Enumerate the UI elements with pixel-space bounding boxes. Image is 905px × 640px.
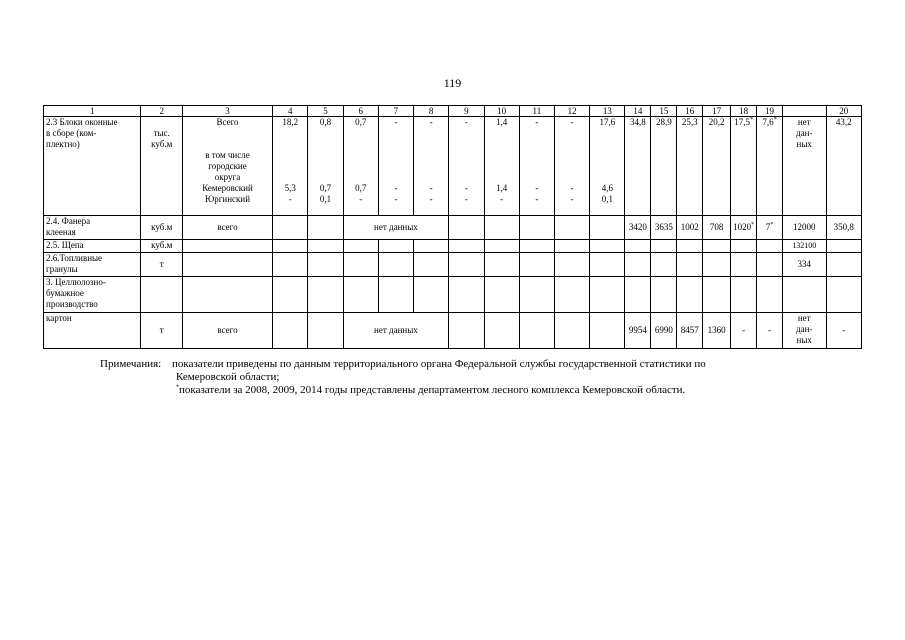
value-cell: - - - xyxy=(414,117,449,216)
header-cell: 13 xyxy=(590,106,625,117)
empty-cell xyxy=(308,277,343,313)
empty-cell xyxy=(343,277,378,313)
empty-cell xyxy=(182,253,272,277)
empty-cell xyxy=(554,240,589,253)
indicator-cell: всего xyxy=(182,313,272,349)
empty-cell xyxy=(273,313,308,349)
row-name-cell: 2.6.Топливные гранулы xyxy=(44,253,141,277)
header-cell: 3 xyxy=(182,106,272,117)
value-cell: 9954 xyxy=(625,313,651,349)
value-cell: 28,9 xyxy=(651,117,677,216)
empty-cell xyxy=(757,253,783,277)
value-cell: 7* xyxy=(757,216,783,240)
empty-cell xyxy=(378,277,413,313)
empty-cell xyxy=(519,240,554,253)
table-row-cardboard xyxy=(44,313,862,349)
notes-line: показатели приведены по данным территориального органа Федеральной службы государственной статистики по xyxy=(172,358,706,370)
table-row-plywood xyxy=(44,216,862,240)
value-cell: 0,8 0,7 0,1 xyxy=(308,117,343,216)
empty-cell xyxy=(625,277,651,313)
empty-cell xyxy=(703,240,731,253)
value-cell: 17,5* xyxy=(731,117,757,216)
empty-cell xyxy=(677,253,703,277)
empty-cell xyxy=(826,277,862,313)
value-cell: 17,6 4,6 0,1 xyxy=(590,117,625,216)
value-cell: 1360 xyxy=(703,313,731,349)
empty-cell xyxy=(731,253,757,277)
header-cell: 17 xyxy=(703,106,731,117)
table-row-pulp xyxy=(44,277,862,313)
header-cell: 8 xyxy=(414,106,449,117)
row-name-cell: 3. Целлюлозно- бумажное производство xyxy=(44,277,141,313)
empty-cell xyxy=(449,277,484,313)
notes-line: Кемеровской области; xyxy=(176,371,280,383)
unit-cell: т xyxy=(141,253,182,277)
value-cell: - - - xyxy=(378,117,413,216)
empty-cell xyxy=(484,240,519,253)
page-number: 119 xyxy=(443,76,462,90)
unit-cell: куб.м xyxy=(141,240,182,253)
empty-cell xyxy=(273,277,308,313)
empty-cell xyxy=(343,253,378,277)
empty-cell xyxy=(308,216,343,240)
header-cell: 5 xyxy=(308,106,343,117)
empty-cell xyxy=(826,240,862,253)
table-row-pellets xyxy=(44,253,862,277)
empty-cell xyxy=(449,313,484,349)
value-cell: 1002 xyxy=(677,216,703,240)
empty-cell xyxy=(343,240,378,253)
empty-cell xyxy=(449,240,484,253)
value-cell: 6990 xyxy=(651,313,677,349)
empty-cell xyxy=(449,253,484,277)
value-cell: 25,3 xyxy=(677,117,703,216)
indicator-cell: Всего в том числе городские округа Кемеровский Юргинский xyxy=(182,117,272,216)
value-cell: - - - xyxy=(519,117,554,216)
notes-label: Примечания: xyxy=(100,358,162,370)
header-cell: 10 xyxy=(484,106,519,117)
empty-cell xyxy=(273,253,308,277)
table-row-chips xyxy=(44,240,862,253)
empty-cell xyxy=(414,240,449,253)
empty-cell xyxy=(625,240,651,253)
empty-cell xyxy=(484,253,519,277)
empty-cell xyxy=(273,240,308,253)
header-cell: 15 xyxy=(651,106,677,117)
empty-cell xyxy=(519,277,554,313)
empty-cell xyxy=(519,313,554,349)
empty-cell xyxy=(590,253,625,277)
header-cell: 6 xyxy=(343,106,378,117)
value-cell: 1,4 1,4 - xyxy=(484,117,519,216)
value-cell: 0,7 0,7 - xyxy=(343,117,378,216)
value-cell: - - - xyxy=(554,117,589,216)
header-cell: 12 xyxy=(554,106,589,117)
notes-row xyxy=(100,358,830,371)
empty-cell xyxy=(554,216,589,240)
empty-cell xyxy=(731,240,757,253)
row-name-cell: 2.5. Щепа xyxy=(44,240,141,253)
empty-cell xyxy=(378,253,413,277)
header-cell: 14 xyxy=(625,106,651,117)
empty-cell xyxy=(590,216,625,240)
header-cell: 18 xyxy=(731,106,757,117)
value-cell: 8457 xyxy=(677,313,703,349)
statistics-table xyxy=(43,105,862,349)
value-cell: 12000 xyxy=(782,216,826,240)
value-cell: 3420 xyxy=(625,216,651,240)
value-cell: 350,8 xyxy=(826,216,862,240)
empty-cell xyxy=(484,277,519,313)
table-row-window-blocks xyxy=(44,117,862,216)
value-cell: 34,8 xyxy=(625,117,651,216)
header-cell: 1 xyxy=(44,106,141,117)
value-cell: 132100 xyxy=(782,240,826,253)
empty-cell xyxy=(484,313,519,349)
value-cell: 1020* xyxy=(731,216,757,240)
empty-cell xyxy=(677,240,703,253)
value-cell: - - - xyxy=(449,117,484,216)
empty-cell xyxy=(273,216,308,240)
empty-cell xyxy=(484,216,519,240)
unit-cell: тыс. куб.м xyxy=(141,117,182,216)
empty-cell xyxy=(378,240,413,253)
empty-cell xyxy=(757,277,783,313)
empty-cell xyxy=(554,277,589,313)
value-cell: 43,2 xyxy=(826,117,862,216)
empty-cell xyxy=(519,216,554,240)
value-cell: 708 xyxy=(703,216,731,240)
row-name-cell: 2.4. Фанера клееная xyxy=(44,216,141,240)
empty-cell xyxy=(651,253,677,277)
header-cell xyxy=(782,106,826,117)
empty-cell xyxy=(590,277,625,313)
header-cell: 20 xyxy=(826,106,862,117)
header-cell: 2 xyxy=(141,106,182,117)
no-data-cell: нет дан- ных xyxy=(782,313,826,349)
value-cell: - xyxy=(731,313,757,349)
empty-cell xyxy=(308,313,343,349)
value-cell: 20,2 xyxy=(703,117,731,216)
notes xyxy=(100,358,830,397)
row-name-cell: картон xyxy=(44,313,141,349)
header-row xyxy=(44,106,862,117)
empty-cell xyxy=(703,253,731,277)
value-cell: 334 xyxy=(782,253,826,277)
empty-cell xyxy=(308,253,343,277)
header-cell: 16 xyxy=(677,106,703,117)
empty-cell xyxy=(590,240,625,253)
header-cell: 19 xyxy=(757,106,783,117)
empty-cell xyxy=(414,277,449,313)
empty-cell xyxy=(554,313,589,349)
unit-cell: куб.м xyxy=(141,216,182,240)
unit-cell: т xyxy=(141,313,182,349)
empty-cell xyxy=(554,253,589,277)
empty-cell xyxy=(677,277,703,313)
indicator-cell: всего xyxy=(182,216,272,240)
empty-cell xyxy=(782,277,826,313)
header-cell: 4 xyxy=(273,106,308,117)
header-cell: 11 xyxy=(519,106,554,117)
empty-cell xyxy=(449,216,484,240)
empty-cell xyxy=(731,277,757,313)
empty-cell xyxy=(757,240,783,253)
empty-cell xyxy=(703,277,731,313)
empty-cell xyxy=(651,240,677,253)
empty-cell xyxy=(308,240,343,253)
empty-cell xyxy=(141,277,182,313)
header-cell: 7 xyxy=(378,106,413,117)
value-cell: - xyxy=(826,313,862,349)
header-cell: 9 xyxy=(449,106,484,117)
empty-cell xyxy=(625,253,651,277)
value-cell: 3635 xyxy=(651,216,677,240)
empty-cell xyxy=(651,277,677,313)
empty-cell xyxy=(519,253,554,277)
no-data-cell: нет данных xyxy=(343,216,449,240)
no-data-cell: нет дан- ных xyxy=(782,117,826,216)
row-name-cell: 2.3 Блоки оконные в сборе (ком- плектно) xyxy=(44,117,141,216)
empty-cell xyxy=(182,277,272,313)
empty-cell xyxy=(826,253,862,277)
empty-cell xyxy=(182,240,272,253)
no-data-cell: нет данных xyxy=(343,313,449,349)
empty-cell xyxy=(590,313,625,349)
value-cell: 18,2 5,3 - xyxy=(273,117,308,216)
notes-line: *показатели за 2008, 2009, 2014 годы представлены департаментом лесного комплекса Кемеровской области. xyxy=(176,384,686,396)
value-cell: 7,6* xyxy=(757,117,783,216)
empty-cell xyxy=(414,253,449,277)
value-cell: - xyxy=(757,313,783,349)
